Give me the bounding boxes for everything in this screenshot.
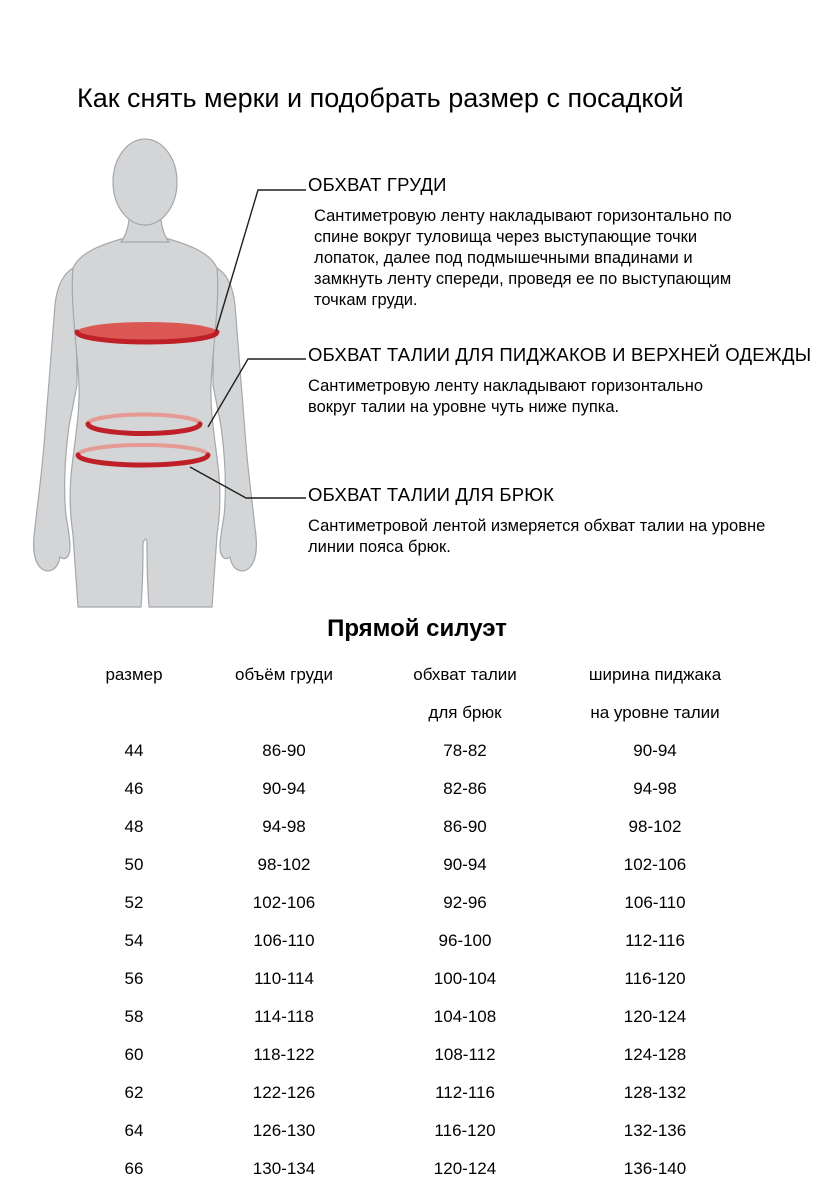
measurement-section-trouser-waist <box>308 484 786 558</box>
page-title: Как снять мерки и подобрать размер с посадкой <box>77 83 684 113</box>
table-cell: 118-122 <box>253 1045 315 1064</box>
table-cell: 98-102 <box>628 817 682 836</box>
column-header-chest: объём груди <box>235 665 333 684</box>
head <box>113 139 177 225</box>
table-cell: 110-114 <box>254 969 314 988</box>
table-cell: 132-136 <box>623 1121 687 1140</box>
right-arm <box>213 268 256 571</box>
table-cell: 106-110 <box>253 931 315 950</box>
table-cell: 58 <box>124 1007 144 1026</box>
table-cell: 56 <box>124 969 144 988</box>
table-cell: 50 <box>124 855 144 874</box>
measurement-heading-jacket-waist: ОБХВАТ ТАЛИИ ДЛЯ ПИДЖАКОВ И ВЕРХНЕЙ ОДЕЖДЫ <box>308 344 812 365</box>
table-cell: 112-116 <box>435 1083 495 1102</box>
table-cell: 116-120 <box>624 969 686 988</box>
table-cell: 102-106 <box>252 893 316 912</box>
table-cell: 86-90 <box>443 817 487 836</box>
table-cell: 106-110 <box>624 893 686 912</box>
table-row <box>60 808 740 846</box>
measurement-section-chest <box>308 174 750 311</box>
table-cell: 100-104 <box>433 969 497 988</box>
table-cell: 64 <box>124 1121 144 1140</box>
table-cell: 114-118 <box>254 1007 314 1026</box>
table-row <box>60 998 740 1036</box>
table-cell: 66 <box>124 1159 144 1178</box>
table-cell: 44 <box>124 741 144 760</box>
table-cell: 124-128 <box>623 1045 687 1064</box>
table-cell: 94-98 <box>633 779 677 798</box>
table-row <box>60 1036 740 1074</box>
table-cell: 62 <box>124 1083 144 1102</box>
measurement-description-chest: Сантиметровую ленту накладывают горизонтально по спине вокруг туловища через выступающие точки лопаток, далее под подмышечными впадинами и замкнуть ленту спереди, проведя ее по выступающим точкам груди. <box>314 207 732 309</box>
table-cell: 102-106 <box>623 855 687 874</box>
table-cell: 112-116 <box>625 931 685 950</box>
table-cell: 96-100 <box>438 931 492 950</box>
table-cell: 60 <box>124 1045 144 1064</box>
table-cell: 116-120 <box>434 1121 496 1140</box>
table-cell: 108-112 <box>434 1045 496 1064</box>
column-header-trouser-waist: обхват талии для брюк <box>413 665 517 722</box>
table-cell: 98-102 <box>257 855 311 874</box>
left-arm <box>34 268 77 571</box>
table-cell: 86-90 <box>262 741 306 760</box>
table-cell: 82-86 <box>443 779 487 798</box>
measurement-description-trouser-waist: Сантиметровой лентой измеряется обхват талии на уровне линии пояса брюк. <box>308 517 766 556</box>
table-row <box>60 732 740 770</box>
table-cell: 54 <box>124 931 144 950</box>
table-row <box>60 1112 740 1150</box>
male-silhouette <box>34 139 257 607</box>
table-row <box>60 922 740 960</box>
table-cell: 48 <box>124 817 144 836</box>
table-cell: 128-132 <box>623 1083 687 1102</box>
table-cell: 104-108 <box>433 1007 497 1026</box>
table-cell: 52 <box>124 893 144 912</box>
table-title: Прямой силуэт <box>327 615 507 642</box>
measurement-description-jacket-waist: Сантиметровую ленту накладывают горизонтально вокруг талии на уровне чуть ниже пупка. <box>308 377 704 416</box>
table-row <box>60 1150 740 1188</box>
table-header-row <box>60 656 740 732</box>
table-cell: 92-96 <box>443 893 487 912</box>
size-table <box>60 656 740 1188</box>
column-header-size: размер <box>105 665 163 684</box>
table-cell: 94-98 <box>262 817 306 836</box>
table-row <box>60 770 740 808</box>
table-cell: 46 <box>124 779 144 798</box>
table-cell: 136-140 <box>623 1159 687 1178</box>
measurement-section-jacket-waist <box>308 344 811 418</box>
table-row <box>60 846 740 884</box>
measurement-heading-trouser-waist: ОБХВАТ ТАЛИИ ДЛЯ БРЮК <box>308 484 555 505</box>
table-cell: 90-94 <box>443 855 487 874</box>
table-row <box>60 960 740 998</box>
table-cell: 78-82 <box>443 741 487 760</box>
table-cell: 130-134 <box>252 1159 316 1178</box>
table-row <box>60 1074 740 1112</box>
table-cell: 90-94 <box>633 741 677 760</box>
table-cell: 126-130 <box>252 1121 316 1140</box>
table-cell: 122-126 <box>252 1083 316 1102</box>
table-cell: 120-124 <box>623 1007 687 1026</box>
measurement-heading-chest: ОБХВАТ ГРУДИ <box>308 174 447 195</box>
table-cell: 120-124 <box>433 1159 497 1178</box>
table-cell: 90-94 <box>262 779 306 798</box>
chest-girth-band <box>77 322 217 342</box>
table-row <box>60 884 740 922</box>
column-header-jacket-width: ширина пиджака на уровне талии <box>588 665 722 722</box>
